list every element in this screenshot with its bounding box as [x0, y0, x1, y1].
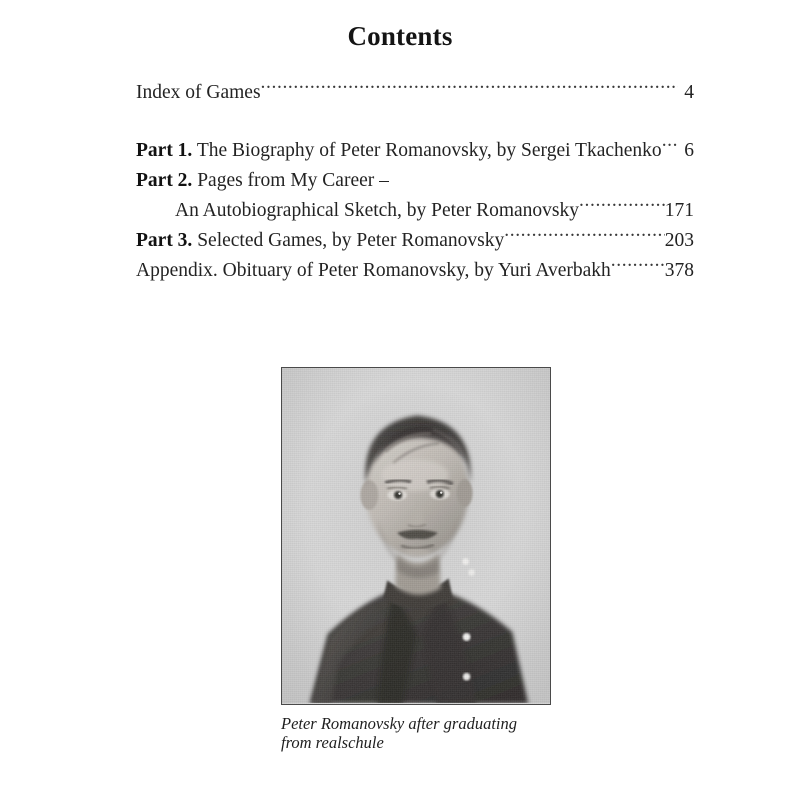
toc-entry[interactable]: [136, 256, 694, 286]
toc-page-number: 6: [684, 140, 694, 161]
toc-entry-label: Part 3. Selected Games, by Peter Romanovsky: [136, 230, 505, 251]
toc-dot-leader: [504, 227, 665, 247]
toc-dot-leader: [261, 79, 679, 99]
figure-caption-line-1: Peter Romanovsky after graduating: [281, 714, 517, 733]
toc-entry-label: Part 1. The Biography of Peter Romanovsky, by Sergei Tkachenko: [136, 140, 662, 161]
figure-caption-line-2: from realschule: [281, 733, 384, 752]
toc-entry-label: Appendix. Obituary of Peter Romanovsky, by Yuri Averbakh: [136, 260, 611, 281]
toc-entry-label: An Autobiographical Sketch, by Peter Romanovsky: [175, 200, 580, 221]
toc-entry-label: Index of Games: [136, 82, 261, 103]
toc-entry-label: Part 2. Pages from My Career –: [136, 170, 389, 191]
page-title: Contents: [347, 21, 453, 51]
table-of-contents: [136, 78, 694, 286]
toc-entry-part-number: Part 1.: [136, 140, 193, 161]
portrait-photograph: [282, 368, 550, 703]
toc-dot-leader: [662, 137, 679, 157]
figure-caption: [281, 714, 611, 752]
toc-page-number: 4: [684, 82, 694, 103]
toc-page-number: 378: [664, 260, 694, 281]
toc-entry[interactable]: [136, 166, 694, 196]
toc-page-number: 203: [664, 230, 694, 251]
toc-entry[interactable]: [136, 136, 694, 166]
toc-entry-part-number: Part 3.: [136, 230, 193, 251]
figure-portrait: [281, 367, 551, 705]
photo-frame: [281, 367, 551, 705]
toc-entry-part-number: Part 2.: [136, 170, 193, 191]
toc-page-number: 171: [664, 200, 694, 221]
toc-entry[interactable]: [136, 196, 694, 226]
toc-dot-leader: [389, 167, 688, 187]
toc-dot-leader: [611, 257, 665, 277]
toc-dot-leader: [579, 197, 665, 217]
toc-entry[interactable]: [136, 226, 694, 256]
toc-entry[interactable]: [136, 78, 694, 108]
